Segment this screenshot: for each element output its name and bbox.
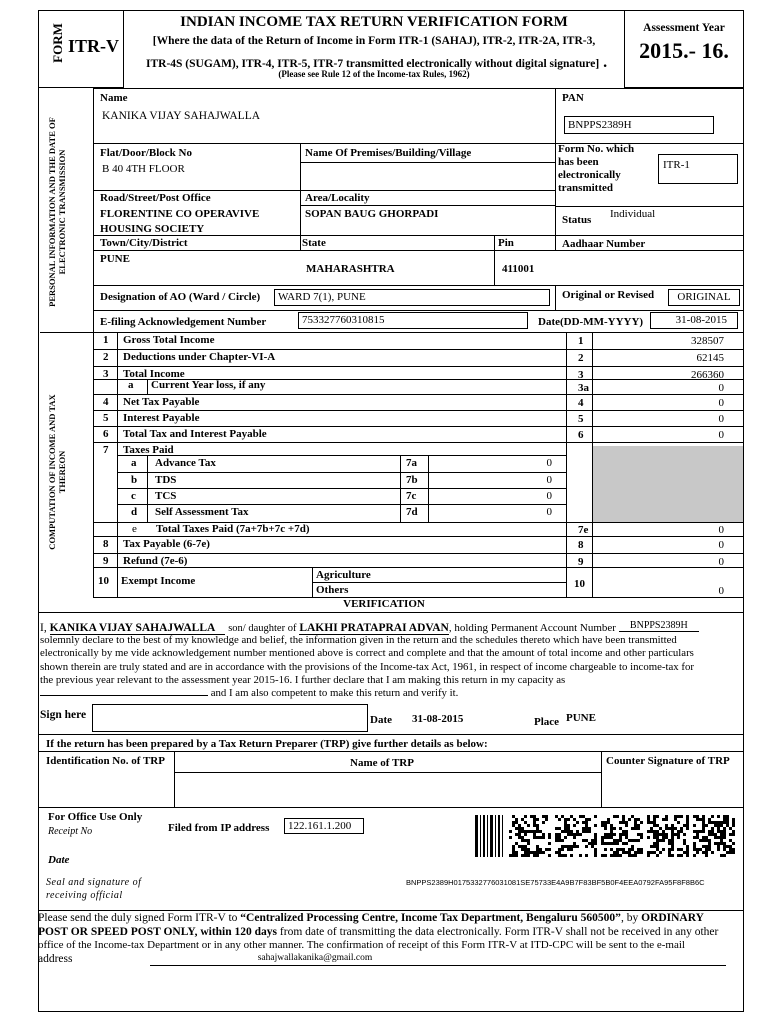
office-date-label: Date [48, 854, 70, 866]
tax-row-no: d [131, 506, 138, 518]
comp-row-label: Interest Payable [123, 412, 200, 424]
trp-id-label: Identification No. of TRP [46, 755, 165, 767]
form-code: ITR-V [68, 36, 120, 56]
assessment-year-value: 2015.- 16. [639, 38, 729, 63]
sign-date-value: 31-08-2015 [412, 713, 464, 725]
comp-row-code: 6 [578, 429, 584, 441]
pin-value: 411001 [502, 263, 535, 275]
premises-label: Name Of Premises/Building/Village [305, 147, 472, 159]
comp-row-no: a [128, 379, 134, 391]
town-label: Town/City/District [100, 237, 188, 249]
total-paid-label: Total Taxes Paid (7a+7b+7c +7d) [156, 523, 310, 535]
row10-no: 10 [98, 575, 109, 587]
comp-row-code: 1 [578, 335, 584, 347]
shaded-area [593, 446, 743, 523]
tax-row-value: 0 [546, 506, 552, 518]
row10-code: 10 [574, 578, 585, 590]
ack-date-label: Date(DD-MM-YYYY) [538, 316, 644, 328]
office-use-title: For Office Use Only [48, 811, 143, 823]
state-value: MAHARASHTRA [306, 263, 395, 275]
trp-signature-label: Counter Signature of TRP [606, 755, 730, 767]
pin-label: Pin [498, 237, 514, 249]
comp-row-value: 328507 [691, 335, 724, 347]
road-label: Road/Street/Post Office [100, 192, 211, 204]
form-title: INDIAN INCOME TAX RETURN VERIFICATION FORM [180, 14, 568, 30]
pan-label: PAN [562, 92, 584, 104]
trp-name-label: Name of TRP [350, 757, 414, 769]
status-label: Status [562, 214, 592, 226]
row8-label: Tax Payable (6-7e) [123, 538, 210, 550]
footer-instructions: Please send the duly signed Form ITR-V to “Centralized Processing Centre, Income Tax Department, Bengaluru 560500”, by ORDINARY POST OR SPEED POST ONLY, within 120 days from date of transmitting the data electronically. Form ITR-V shall not be received in any other office of the Income-tax Department or in any other manner. The confirmation of receipt of this Form ITR-V at ITD-CPC will be sent to the e-mail address [38, 912, 719, 965]
ao-label: Designation of AO (Ward / Circle) [100, 291, 261, 303]
comp-row-value: 0 [718, 397, 724, 409]
row8-value: 0 [718, 539, 724, 551]
footer-email: sahajwallakanika@gmail.com [257, 953, 373, 963]
others-label: Others [316, 584, 349, 596]
comp-row-no: 7 [103, 444, 109, 456]
comp-row-value: 0 [718, 413, 724, 425]
row9-code: 9 [578, 556, 584, 568]
row8-code: 8 [578, 539, 584, 551]
comp-row-no: 3 [103, 368, 109, 380]
form-no-label: Form No. which has been electronically transmitted [558, 143, 635, 194]
sign-date-label: Date [370, 714, 392, 726]
total-paid-no: e [132, 523, 137, 535]
tax-row-code: 7c [406, 490, 417, 502]
comp-row-label: Deductions under Chapter-VI-A [123, 351, 276, 363]
seal-label-2: receiving official [46, 890, 123, 901]
road-value-1: FLORENTINE CO OPERAVIVE [100, 208, 260, 220]
sign-label: Sign here [40, 709, 87, 721]
form-subtitle-3: (Please see Rule 12 of the Income-tax Rules, 1962) [278, 69, 470, 79]
pan-value: BNPPS2389H [564, 116, 714, 134]
comp-row-no: 5 [103, 412, 109, 424]
row10-value: 0 [718, 585, 724, 597]
comp-row-value: 266360 [691, 369, 724, 381]
tax-row-code: 7a [406, 457, 417, 469]
form-subtitle-2: ITR-4S (SUGAM), ITR-4, ITR-5, ITR-7 transmitted electronically without digital signature] . [146, 54, 608, 71]
place-label: Place [534, 716, 560, 728]
flat-value: B 40 4TH FLOOR [102, 163, 185, 175]
row9-label: Refund (7e-6) [123, 555, 188, 567]
tax-row-no: c [131, 490, 136, 502]
form-subtitle-1: [Where the data of the Return of Income in Form ITR-1 (SAHAJ), ITR-2, ITR-2A, ITR-3, [152, 35, 596, 47]
verification-text: solemnly declare to the best of my knowledge and belief, the information given in the return and the schedules thereto which have been transmitted electronically by me vide acknowledgement number mentioned above is correct and complete and that the amount of total income and other particulars shown therein are truly stated and are in accordance with the provisions of the Income-tax Act, 1961, in respect of income chargeable to income-tax for the previous year relevant to the assessment year 2015-16. I further declare that I am making this return in my capacity as and I am also competent to make this return and verify it. [40, 634, 694, 700]
tax-row-label: TDS [155, 474, 177, 486]
agriculture-label: Agriculture [316, 569, 371, 581]
comp-row-value: 0 [718, 429, 724, 441]
barcode-text: BNPPS2389H0175332776031081SE75733E4A9B7F83BF5B0F4EEA0792FA95F8F8B6C [406, 878, 705, 887]
row8-no: 8 [103, 538, 109, 550]
comp-row-code: 2 [578, 352, 584, 364]
ack-label: E-filing Acknowledgement Number [100, 316, 267, 328]
signature-box[interactable] [92, 704, 368, 732]
comp-row-label: Net Tax Payable [123, 396, 200, 408]
verification-title: VERIFICATION [343, 598, 425, 610]
comp-row-value: 62145 [696, 352, 724, 364]
seal-label-1: Seal and signature of [46, 877, 142, 888]
tax-row-label: Self Assessment Tax [155, 506, 249, 518]
comp-row-code: 3 [578, 369, 584, 381]
comp-row-no: 4 [103, 396, 109, 408]
name-value: KANIKA VIJAY SAHAJWALLA [102, 110, 261, 122]
comp-row-no: 2 [103, 351, 109, 363]
tax-row-value: 0 [546, 457, 552, 469]
receipt-no-label: Receipt No [48, 826, 93, 837]
tax-row-value: 0 [546, 490, 552, 502]
row9-no: 9 [103, 555, 109, 567]
ack-date-value: 31-08-2015 [650, 312, 738, 329]
side-label-personal: PERSONAL INFORMATION AND THE DATE OF ELECTRONIC TRANSMISSION [47, 117, 67, 307]
area-value: SOPAN BAUG GHORPADI [305, 208, 439, 220]
status-value: Individual [610, 208, 656, 220]
comp-row-code: 3a [578, 382, 589, 394]
tax-row-code: 7b [406, 474, 418, 486]
comp-row-no: 1 [103, 334, 109, 346]
tax-row-code: 7d [406, 506, 418, 518]
comp-row-no: 6 [103, 428, 109, 440]
original-revised-value: ORIGINAL [668, 289, 740, 306]
comp-row-label: Current Year loss, if any [151, 379, 266, 391]
comp-row-code: 4 [578, 397, 584, 409]
original-revised-label: Original or Revised [562, 289, 655, 301]
tax-row-no: b [131, 474, 138, 486]
comp-row-value: 0 [718, 382, 724, 394]
row9-value: 0 [718, 556, 724, 568]
total-paid-code: 7e [578, 524, 589, 536]
row10-label: Exempt Income [121, 575, 196, 587]
assessment-year-label: Assessment Year [643, 22, 725, 34]
form-no-value: ITR-1 [658, 154, 738, 184]
ack-value: 753327760310815 [298, 312, 528, 329]
town-value: PUNE [100, 253, 130, 265]
aadhaar-label: Aadhaar Number [562, 238, 646, 250]
ip-label: Filed from IP address [168, 822, 270, 834]
comp-row-label: Total Tax and Interest Payable [123, 428, 267, 440]
tax-row-no: a [131, 457, 137, 469]
place-value: PUNE [566, 712, 596, 724]
name-label: Name [100, 92, 128, 104]
form-word: FORM [50, 23, 65, 63]
state-label: State [302, 237, 326, 249]
comp-row-label: Total Income [123, 368, 185, 380]
tax-row-label: Advance Tax [155, 457, 216, 469]
tax-row-label: TCS [155, 490, 177, 502]
side-label-computation: COMPUTATION OF INCOME AND TAX THEREON [47, 394, 67, 550]
ip-value: 122.161.1.200 [284, 818, 364, 834]
road-value-2: HOUSING SOCIETY [100, 223, 205, 235]
barcode-graphic [475, 815, 739, 857]
ao-value: WARD 7(1), PUNE [274, 289, 550, 306]
comp-row-label: Gross Total Income [123, 334, 215, 346]
flat-label: Flat/Door/Block No [100, 147, 192, 159]
verification-line-1: I, KANIKA VIJAY SAHAJWALLA son/ daughter of LAKHI PRATAPRAI ADVAN, holding Permanent Account Number BNPPS2389H [40, 620, 740, 634]
trp-intro: If the return has been prepared by a Tax Return Preparer (TRP) give further details as below: [46, 738, 488, 750]
total-paid-value: 0 [718, 524, 724, 536]
comp-row-code: 5 [578, 413, 584, 425]
tax-row-value: 0 [546, 474, 552, 486]
area-label: Area/Locality [305, 192, 370, 204]
comp-row-label: Taxes Paid [123, 444, 174, 456]
